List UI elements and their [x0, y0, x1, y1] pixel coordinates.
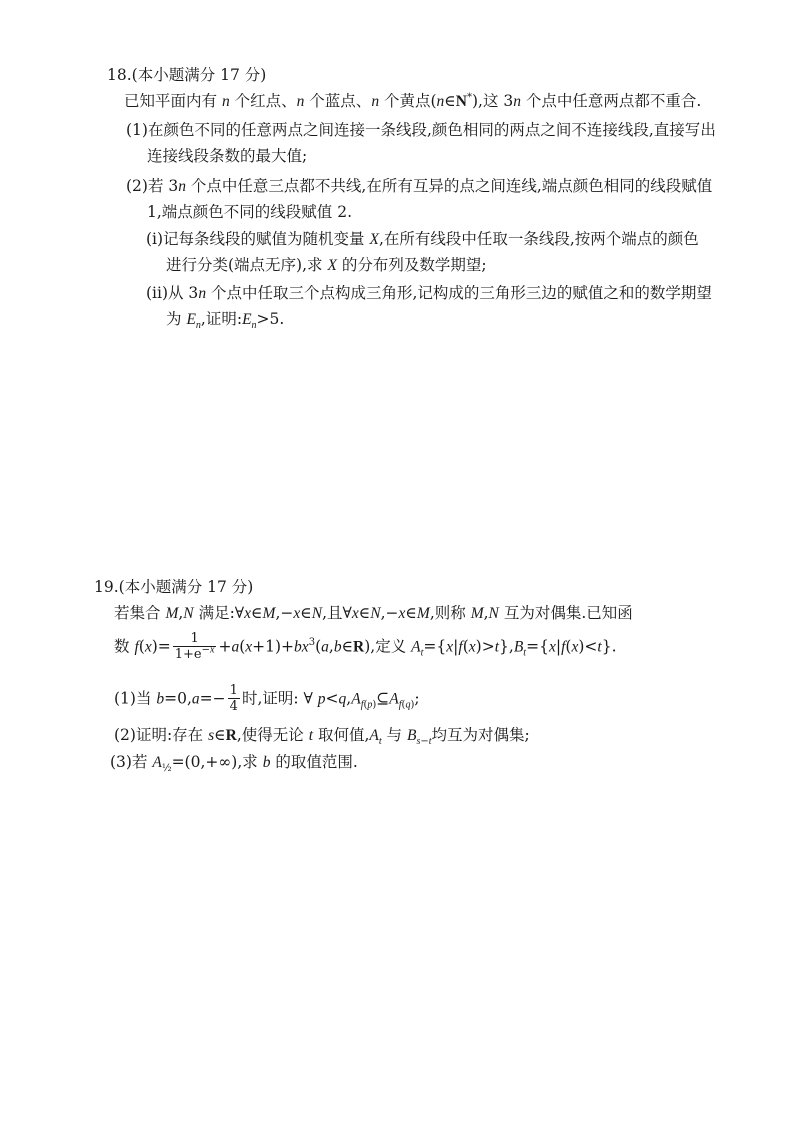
- q18-part1-line2: 连接线段条数的最大值;: [147, 147, 308, 165]
- q18-part2-ii-line2: 为 $E_n$,证明$:E_n>5$.: [166, 310, 285, 332]
- q18-part2-ii-line1: (ii)从 3n 个点中任取三个点构成三角形,记构成的三角形三边的赋值之和的数学期望: [146, 284, 712, 302]
- q18-part2-i-line2: 进行分类(端点无序),求 X 的分布列及数学期望;: [166, 256, 487, 274]
- q18-part1-line1: (1)在颜色不同的任意两点之间连接一条线段,颜色相同的两点之间不连接线段,直接写出: [126, 121, 716, 139]
- fraction-2: $\frac{1}{4}$: [229, 683, 238, 715]
- q19-line1: 若集合 M,N 满足:∀x∈M,−x∈N,且∀x∈N,−x∈M,则称 M,N 互为对偶集.已知函: [114, 604, 633, 622]
- q19-part1: (1)当 b=0,a=− $\frac{1}{4}$ 时,证明: ∀ $p<q,A_{f(p)}⊆A_{f(q)}$;: [114, 683, 420, 715]
- q18-intro: 已知平面内有 n 个红点、n 个蓝点、n 个黄点(n∈N*),这 3n 个点中任意两点都不重合.: [124, 91, 702, 110]
- q19-part3: (3)若 $A_{\frac{1}{2}}=(0,+\infty)$,求 b 的取值范围.: [110, 753, 358, 775]
- q18-part2-i-line1: (i)记每条线段的赋值为随机变量 X,在所有线段中任取一条线段,按两个端点的颜色: [146, 230, 699, 248]
- q19-line2: 数 f(x)= $\frac{1}{1+e^{-x}}$ $+a(x+1)+bx^3(a,b\in R)$,定义 $A_t=\{x|f(x)>t\},B_t=\{x|f(x)<t\}$.: [114, 631, 617, 663]
- q19-header: 19.(本小题满分 17 分): [94, 578, 254, 596]
- fraction-1: $\frac{1}{1+e^{-x}}$: [174, 631, 215, 663]
- q18-header: 18.(本小题满分 17 分): [107, 66, 267, 84]
- q18-part2-line1: (2)若 3n 个点中任意三点都不共线,在所有互异的点之间连线,端点颜色相同的线段赋值: [126, 177, 713, 195]
- q19-part2: (2)证明:存在 s∈R,使得无论 t 取何值$,A_t$ 与 $B_{s-t}$均互为对偶集;: [114, 726, 530, 748]
- q18-part2-line2: 1,端点颜色不同的线段赋值 2.: [147, 203, 353, 221]
